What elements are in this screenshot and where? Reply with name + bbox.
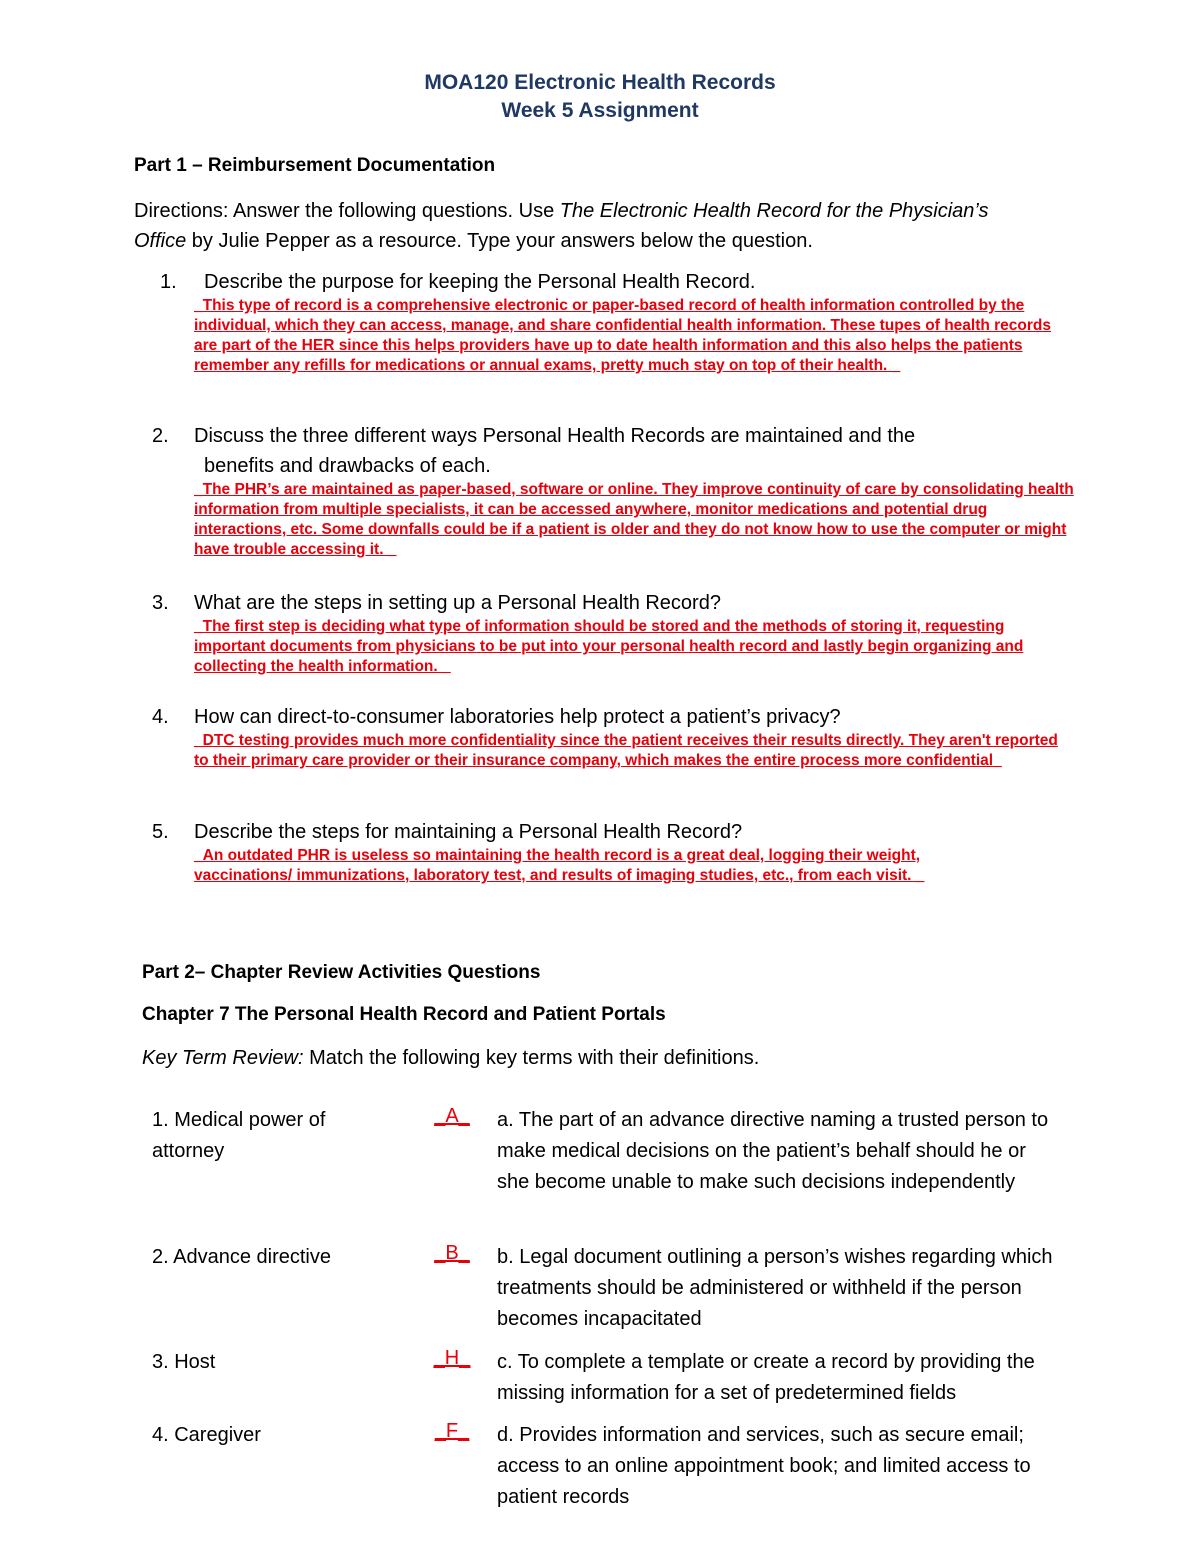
question-2-number: 2. — [152, 425, 169, 447]
key-term-text: Match the following key terms with their definitions. — [303, 1047, 760, 1069]
key-term-1-answer: _A_ — [434, 1105, 470, 1127]
directions-text-1: Answer the following questions. Use — [228, 200, 560, 222]
directions-text-2: by Julie Pepper as a resource. Type your answers below the question. — [186, 230, 813, 252]
question-3-text: What are the steps in setting up a Personal Health Record? — [194, 592, 721, 614]
question-1-text: Describe the purpose for keeping the Personal Health Record. — [204, 271, 756, 293]
part1-heading: Part 1 – Reimbursement Documentation — [134, 155, 496, 176]
answer-1: _This type of record is a comprehensive electronic or paper-based record of health information controlled by the individual, which they can access, manage, and share confidential health information. These tupes of health records are part of the HER since this helps providers have up to date health information and this also helps the patients remember any refills for medications or annual exams, pretty much stay on top of their health. _ — [194, 297, 1052, 374]
key-term-4: 4. Caregiver — [152, 1424, 261, 1446]
definition-d: d. Provides information and services, such as secure email; access to an online appointment book; and limited access to patient records — [497, 1424, 1031, 1508]
directions — [134, 196, 1064, 256]
document-title: MOA120 Electronic Health Records — [424, 71, 776, 94]
key-term-3-answer: _H_ — [433, 1347, 471, 1369]
key-term-4-answer: _F_ — [434, 1420, 470, 1442]
definition-c: c. To complete a template or create a record by providing the missing information for a set of predetermined fields — [497, 1351, 1035, 1404]
key-term-3: 3. Host — [152, 1351, 216, 1373]
directions-label: Directions: — [134, 200, 229, 222]
question-3-number: 3. — [152, 592, 169, 614]
book-title-part2: Office — [134, 230, 187, 252]
chapter-heading: Chapter 7 The Personal Health Record and Patient Portals — [142, 1004, 666, 1025]
question-5-text: Describe the steps for maintaining a Personal Health Record? — [194, 821, 743, 843]
definition-a: a. The part of an advance directive naming a trusted person to make medical decisions on the patient’s behalf should he or she become unable to make such decisions independently — [497, 1109, 1049, 1193]
part2-heading: Part 2– Chapter Review Activities Questions — [142, 962, 541, 983]
key-term-label: Key Term Review: — [142, 1047, 304, 1069]
key-term-instructions — [142, 1047, 759, 1070]
definition-b: b. Legal document outlining a person’s wishes regarding which treatments should be administered or withheld if the person becomes incapacitated — [497, 1246, 1053, 1330]
question-1-number: 1. — [160, 271, 177, 293]
book-title-part1: The Electronic Health Record for the Physician’s — [559, 200, 989, 222]
question-2-text-line2: benefits and drawbacks of each. — [204, 455, 491, 477]
question-4-number: 4. — [152, 706, 169, 728]
key-term-2-answer: _B_ — [434, 1242, 470, 1264]
question-5-number: 5. — [152, 821, 169, 843]
answer-5: _An outdated PHR is useless so maintaining the health record is a great deal, logging their weight, vaccinations/ immunizations, laboratory test, and results of imaging studies, etc., from each visit. _ — [194, 847, 925, 884]
question-4-text: How can direct-to-consumer laboratories help protect a patient’s privacy? — [194, 706, 841, 728]
answer-4: _DTC testing provides much more confidentiality since the patient receives their results directly. They aren't reported to their primary care provider or their insurance company, which makes the entire process more confidential_ — [194, 732, 1058, 769]
answer-2: _The PHR’s are maintained as paper-based, software or online. They improve continuity of care by consolidating health information from multiple specialists, it can be accessed anywhere, monitor medications and potential drug interactions, etc. Some downfalls could be if a patient is older and they do not know how to use the computer or might have trouble accessing it. _ — [194, 481, 1074, 558]
key-term-2: 2. Advance directive — [152, 1246, 331, 1268]
question-2-text: Discuss the three different ways Personal Health Records are maintained and the — [194, 425, 916, 447]
document-subtitle: Week 5 Assignment — [501, 99, 699, 122]
key-term-1: 1. Medical power of attorney — [152, 1109, 326, 1162]
answer-3: _The first step is deciding what type of information should be stored and the methods of storing it, requesting important documents from physicians to be put into your personal health record and lastly begin organizing and collecting the health information. _ — [194, 618, 1024, 675]
